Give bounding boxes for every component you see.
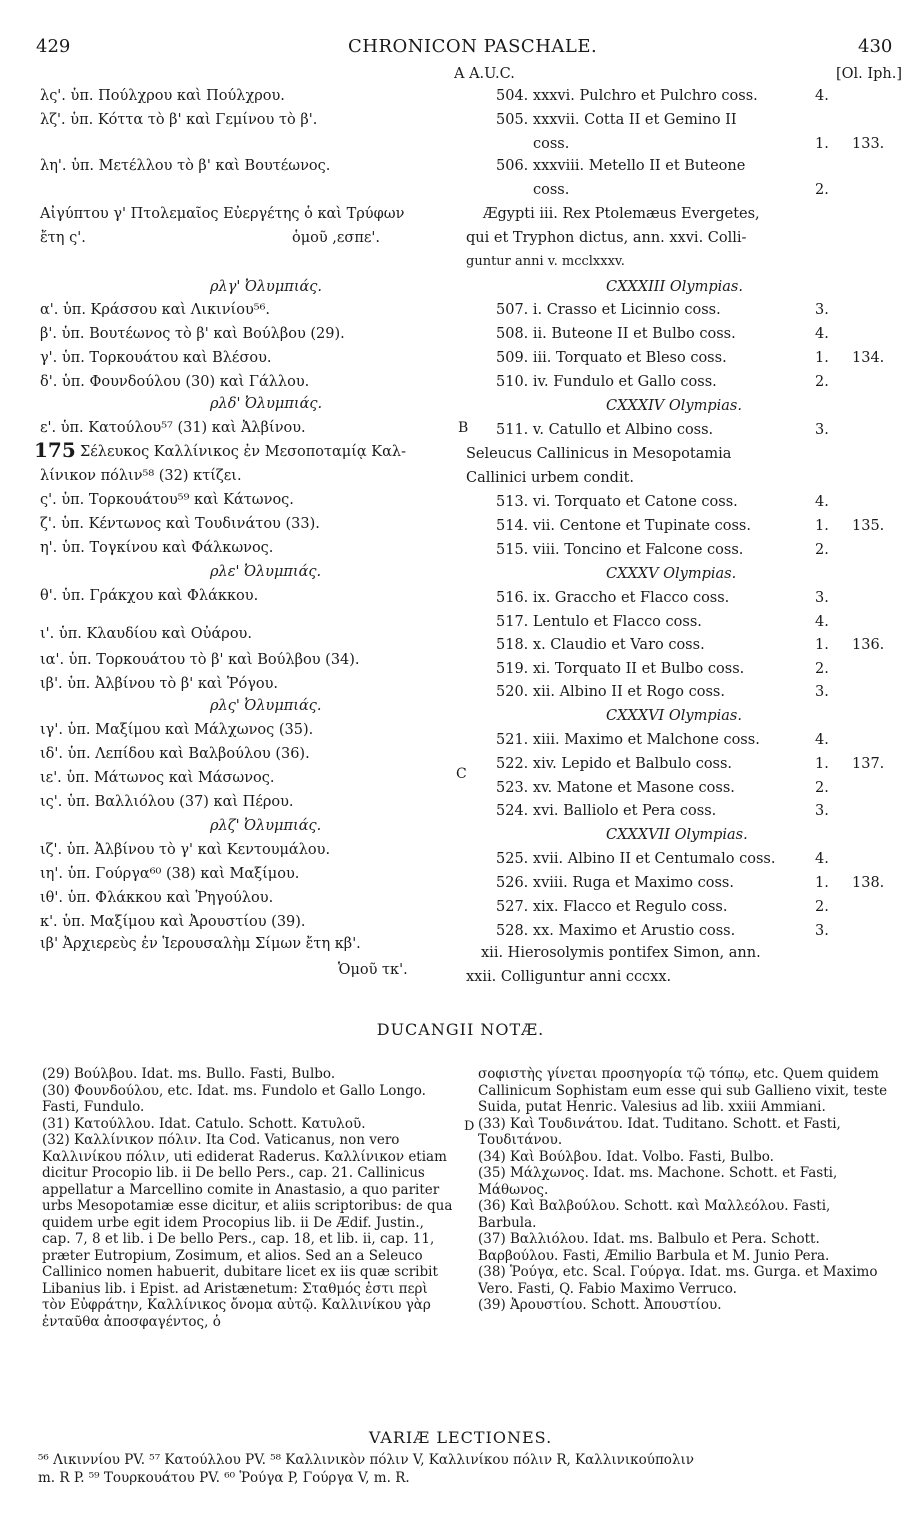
note-entry: (35) Μάλχωνος. Idat. ms. Machone. Schott. et Fasti, Μάθωνος. <box>478 1165 838 1198</box>
greek-line: ιβ'. ὑπ. Ἀλβίνου τὸ β' καὶ Ῥόγου. <box>40 676 279 692</box>
greek-line: ιδ'. ὑπ. Λεπίδου καὶ Βαλβούλου (36). <box>40 746 310 762</box>
greek-line: ιβ' Ἀρχιερεὺς ἐν Ἱερουσαλὴμ Σίμων ἔτη κβ'. <box>40 936 361 952</box>
ol-number: 3. <box>815 684 829 700</box>
greek-line: β'. ὑπ. Βουτέωνος τὸ β' καὶ Βούλβου (29). <box>40 326 345 342</box>
latin-line: 521. xiii. Maximo et Malchone coss. <box>496 732 760 748</box>
greek-line: λη'. ὑπ. Μετέλλου τὸ β' καὶ Βουτέωνος. <box>40 158 331 174</box>
page-number-right: 430 <box>858 36 893 57</box>
latin-line: 520. xii. Albino II et Rogo coss. <box>496 684 725 700</box>
latin-line: 506. xxxviii. Metello II et Buteone <box>496 158 746 174</box>
note-entry: (36) Καὶ Βαλβούλου. Schott. καὶ Μαλλεόλου. Fasti, Barbula. <box>478 1198 831 1231</box>
latin-line: 505. xxxvii. Cotta II et Gemino II <box>496 112 737 128</box>
note-entry: (30) Φουνδούλου, etc. Idat. ms. Fundolo et Gallo Longo. Fasti, Fundulo. <box>42 1082 426 1115</box>
latin-line: 514. vii. Centone et Tupinate coss. <box>496 518 751 534</box>
ol-number: 3. <box>815 923 829 939</box>
latin-line: 525. xvii. Albino II et Centumalo coss. <box>496 851 776 867</box>
iph-number: 137. <box>852 756 885 772</box>
olympiad-heading: ρλγ' Ὀλυμπιάς. <box>210 279 323 295</box>
greek-line: λίνικον πόλιν⁵⁸ (32) κτίζει. <box>40 468 242 484</box>
latin-line: xii. Hierosolymis pontifex Simon, ann. <box>481 945 761 961</box>
latin-line: 518. x. Claudio et Varo coss. <box>496 637 705 653</box>
greek-line: ὁμοῦ ,εσπε'. <box>292 230 380 246</box>
note-entry: (29) Βούλβου. Idat. ms. Bullo. Fasti, Bulbo. <box>42 1066 336 1082</box>
ol-number: 2. <box>815 661 829 677</box>
latin-line: guntur anni v. mcclxxxv. <box>466 254 625 269</box>
ol-number: 2. <box>815 780 829 796</box>
ol-number: 3. <box>815 422 829 438</box>
olympiad-heading: CXXXV Olympias. <box>606 566 737 582</box>
greek-line: γ'. ὑπ. Τορκουάτου καὶ Βλέσου. <box>40 350 272 366</box>
greek-line: ιε'. ὑπ. Μάτωνος καὶ Μάσωνος. <box>40 770 275 786</box>
note-entry: σοφιστὴς γίνεται προσηγορία τῷ τόπῳ, etc. Quem quidem Callinicum Sophistam eum esse qui sub Gallieno vixit, teste Suida, putat Henric. Valesius ad lib. xxiii Ammiani. <box>478 1066 888 1115</box>
latin-line: 510. iv. Fundulo et Gallo coss. <box>496 374 717 390</box>
latin-line: 516. ix. Graccho et Flacco coss. <box>496 590 730 606</box>
ol-number: 4. <box>815 851 829 867</box>
column-header-auc: A A.U.C. <box>454 66 515 82</box>
ol-number: 1. <box>815 756 829 772</box>
olympiad-heading: CXXXIII Olympias. <box>606 279 743 295</box>
ol-number: 1. <box>815 875 829 891</box>
greek-line: θ'. ὑπ. Γράκχου καὶ Φλάκκου. <box>40 588 259 604</box>
greek-line: η'. ὑπ. Τογκίνου καὶ Φάλκωνος. <box>40 540 274 556</box>
latin-line: 522. xiv. Lepido et Balbulo coss. <box>496 756 733 772</box>
varia-line: m. R P. ⁵⁹ Τουρκουάτου PV. ⁶⁰ Ῥούγα P, Γούργα V, m. R. <box>38 1470 410 1486</box>
margin-letter: B <box>458 420 469 436</box>
latin-line: 526. xviii. Ruga et Maximo coss. <box>496 875 734 891</box>
ol-number: 1. <box>815 350 829 366</box>
greek-line: ιγ'. ὑπ. Μαξίμου καὶ Μάλχωνος (35). <box>40 722 314 738</box>
olympiad-heading: CXXXVII Olympias. <box>606 827 748 843</box>
margin-letter: D <box>464 1119 475 1134</box>
greek-line: κ'. ὑπ. Μαξίμου καὶ Ἀρουστίου (39). <box>40 914 306 930</box>
ol-number: 2. <box>815 374 829 390</box>
notes-title: DUCANGII NOTÆ. <box>376 1020 545 1039</box>
greek-line: ιζ'. ὑπ. Ἀλβίνου τὸ γ' καὶ Κεντουμάλου. <box>40 842 331 858</box>
latin-line: 528. xx. Maximo et Arustio coss. <box>496 923 736 939</box>
ol-number: 1. <box>815 136 829 152</box>
latin-line: Callinici urbem condit. <box>466 470 635 486</box>
iph-number: 138. <box>852 875 885 891</box>
latin-line: xxii. Colliguntur anni cccxx. <box>466 969 672 985</box>
ol-number: 2. <box>815 542 829 558</box>
latin-line: Ægypti iii. Rex Ptolemæus Evergetes, <box>483 206 760 222</box>
latin-line: 507. i. Crasso et Licinnio coss. <box>496 302 721 318</box>
olympiad-heading: ρλδ' Ὀλυμπιάς. <box>210 396 323 412</box>
latin-line: Seleucus Callinicus in Mesopotamia <box>466 446 732 462</box>
ol-number: 4. <box>815 326 829 342</box>
greek-line: λς'. ὑπ. Πούλχρου καὶ Πούλχρου. <box>40 88 285 104</box>
greek-line: ια'. ὑπ. Τορκουάτου τὸ β' καὶ Βούλβου (34). <box>40 652 360 668</box>
latin-line: qui et Tryphon dictus, ann. xxvi. Colli- <box>466 230 747 246</box>
latin-line: 524. xvi. Balliolo et Pera coss. <box>496 803 717 819</box>
section-number: 175 <box>34 438 76 462</box>
running-title: CHRONICON PASCHALE. <box>348 36 598 57</box>
latin-line: 511. v. Catullo et Albino coss. <box>496 422 714 438</box>
olympiad-heading: ρλζ' Ὀλυμπιάς. <box>210 818 322 834</box>
column-header-olympiad: [Ol. Iph.] <box>836 66 903 82</box>
varia-line: ⁵⁶ Λικιννίου PV. ⁵⁷ Κατούλλου PV. ⁵⁸ Καλλινικὸν πόλιν V, Καλλινίκου πόλιν R, Καλλινικούπολιν <box>38 1452 694 1468</box>
greek-line: ζ'. ὑπ. Κέντωνος καὶ Τουδινάτου (33). <box>40 516 320 532</box>
iph-number: 135. <box>852 518 885 534</box>
greek-line: Σέλευκος Καλλίνικος ἐν Μεσοποταμίᾳ Καλ- <box>80 444 407 460</box>
page-number-left: 429 <box>36 36 71 57</box>
note-entry: (37) Βαλλιόλου. Idat. ms. Balbulo et Pera. Schott. Βαρβούλου. Fasti, Æmilio Barbula et M. Junio Pera. <box>478 1231 830 1264</box>
olympiad-heading: CXXXIV Olympias. <box>606 398 742 414</box>
greek-line: ς'. ὑπ. Τορκουάτου⁵⁹ καὶ Κάτωνος. <box>40 492 294 508</box>
greek-line: ιη'. ὑπ. Γούργα⁶⁰ (38) καὶ Μαξίμου. <box>40 866 300 882</box>
latin-line: 523. xv. Matone et Masone coss. <box>496 780 735 796</box>
latin-line: 527. xix. Flacco et Regulo coss. <box>496 899 728 915</box>
note-entry: (38) Ῥούγα, etc. Scal. Γούργα. Idat. ms. Gurga. et Maximo Vero. Fasti, Q. Fabio Maximo Verruco. <box>478 1264 878 1297</box>
ol-number: 4. <box>815 494 829 510</box>
ol-number: 2. <box>815 899 829 915</box>
notes-left-column <box>42 1066 454 1330</box>
iph-number: 136. <box>852 637 885 653</box>
ol-number: 4. <box>815 732 829 748</box>
ol-number: 4. <box>815 88 829 104</box>
greek-line: λζ'. ὑπ. Κόττα τὸ β' καὶ Γεμίνου τὸ β'. <box>40 112 318 128</box>
olympiad-heading: CXXXVI Olympias. <box>606 708 742 724</box>
ol-number: 3. <box>815 803 829 819</box>
greek-line: ιθ'. ὑπ. Φλάκκου καὶ Ῥηγούλου. <box>40 890 274 906</box>
latin-line: 513. vi. Torquato et Catone coss. <box>496 494 738 510</box>
latin-line: 517. Lentulo et Flacco coss. <box>496 614 702 630</box>
greek-line: ε'. ὑπ. Κατούλου⁵⁷ (31) καὶ Ἀλβίνου. <box>40 420 306 436</box>
greek-line: ι'. ὑπ. Κλαυδίου καὶ Οὐάρου. <box>40 626 252 642</box>
notes-right-column <box>478 1066 890 1314</box>
note-entry: (34) Καὶ Βούλβου. Idat. Volbo. Fasti, Bulbo. <box>478 1148 774 1165</box>
olympiad-heading: ρλς' Ὀλυμπιάς. <box>210 698 322 714</box>
ol-number: 3. <box>815 302 829 318</box>
olympiad-heading: ρλε' Ὀλυμπιάς. <box>210 564 322 580</box>
note-entry: (32) Καλλίνικον πόλιν. Ita Cod. Vaticanus, non vero Καλλινίκου πόλιν, uti ediderat Raderus. Καλλίνικον etiam dicitur Procopio lib. ii De bello Pers., cap. 21. Callinicus appellatur a Marcellino comite in Anastasio, a quo pariter urbs Mesopotamiæ esse dicitur, et aliis scriptoribus: de qua quidem urbe egit idem Procopius lib. ii De Ædif. Justin., cap. 7, 8 et lib. i De bello Pers., cap. 18, et lib. ii, cap. 11, præter Eutropium, Zosimum, et alios. Sed an a Seleuco Callinico nomen habuerit, dubitare licet ex iis quæ scribit Libanius lib. i Epist. ad Aristænetum: Σταθμός ἐστι περὶ τὸν Εὐφράτην, Καλλίνικος ὄνομα αὐτῷ. Καλλινίκου γὰρ ἐνταῦθα ἀποσφαγέντος, ὁ <box>42 1132 453 1330</box>
ol-number: 4. <box>815 614 829 630</box>
latin-line: 504. xxxvi. Pulchro et Pulchro coss. <box>496 88 758 104</box>
note-entry: (33) Καὶ Τουδινάτου. Idat. Tuditano. Schott. et Fasti, Τουδιτάνου. <box>478 1115 841 1148</box>
latin-line: 515. viii. Toncino et Falcone coss. <box>496 542 744 558</box>
iph-number: 134. <box>852 350 885 366</box>
latin-line: 509. iii. Torquato et Bleso coss. <box>496 350 727 366</box>
latin-line: 508. ii. Buteone II et Bulbo coss. <box>496 326 736 342</box>
latin-line: coss. <box>533 136 570 152</box>
greek-line: ἔτη ς'. <box>40 230 86 246</box>
latin-line: 519. xi. Torquato II et Bulbo coss. <box>496 661 745 677</box>
greek-line: Αἰγύπτου γ' Πτολεμαῖος Εὐεργέτης ὁ καὶ Τρύφων <box>40 206 405 222</box>
greek-line: ις'. ὑπ. Βαλλιόλου (37) καὶ Πέρου. <box>40 794 294 810</box>
ol-number: 3. <box>815 590 829 606</box>
margin-letter: C <box>456 766 467 782</box>
greek-line: α'. ὑπ. Κράσσου καὶ Λικινίου⁵⁶. <box>40 302 270 318</box>
ol-number: 1. <box>815 518 829 534</box>
latin-line: coss. <box>533 182 570 198</box>
greek-line: δ'. ὑπ. Φουνδούλου (30) καὶ Γάλλου. <box>40 374 310 390</box>
iph-number: 133. <box>852 136 885 152</box>
greek-line: Ὁμοῦ τκ'. <box>338 962 408 978</box>
ol-number: 1. <box>815 637 829 653</box>
ol-number: 2. <box>815 182 829 198</box>
note-entry: (39) Ἀρουστίου. Schott. Ἀπουστίου. <box>478 1297 722 1313</box>
note-entry: (31) Κατούλλου. Idat. Catulo. Schott. Κατυλοῦ. <box>42 1115 366 1132</box>
varia-title: VARIÆ LECTIONES. <box>368 1428 553 1447</box>
